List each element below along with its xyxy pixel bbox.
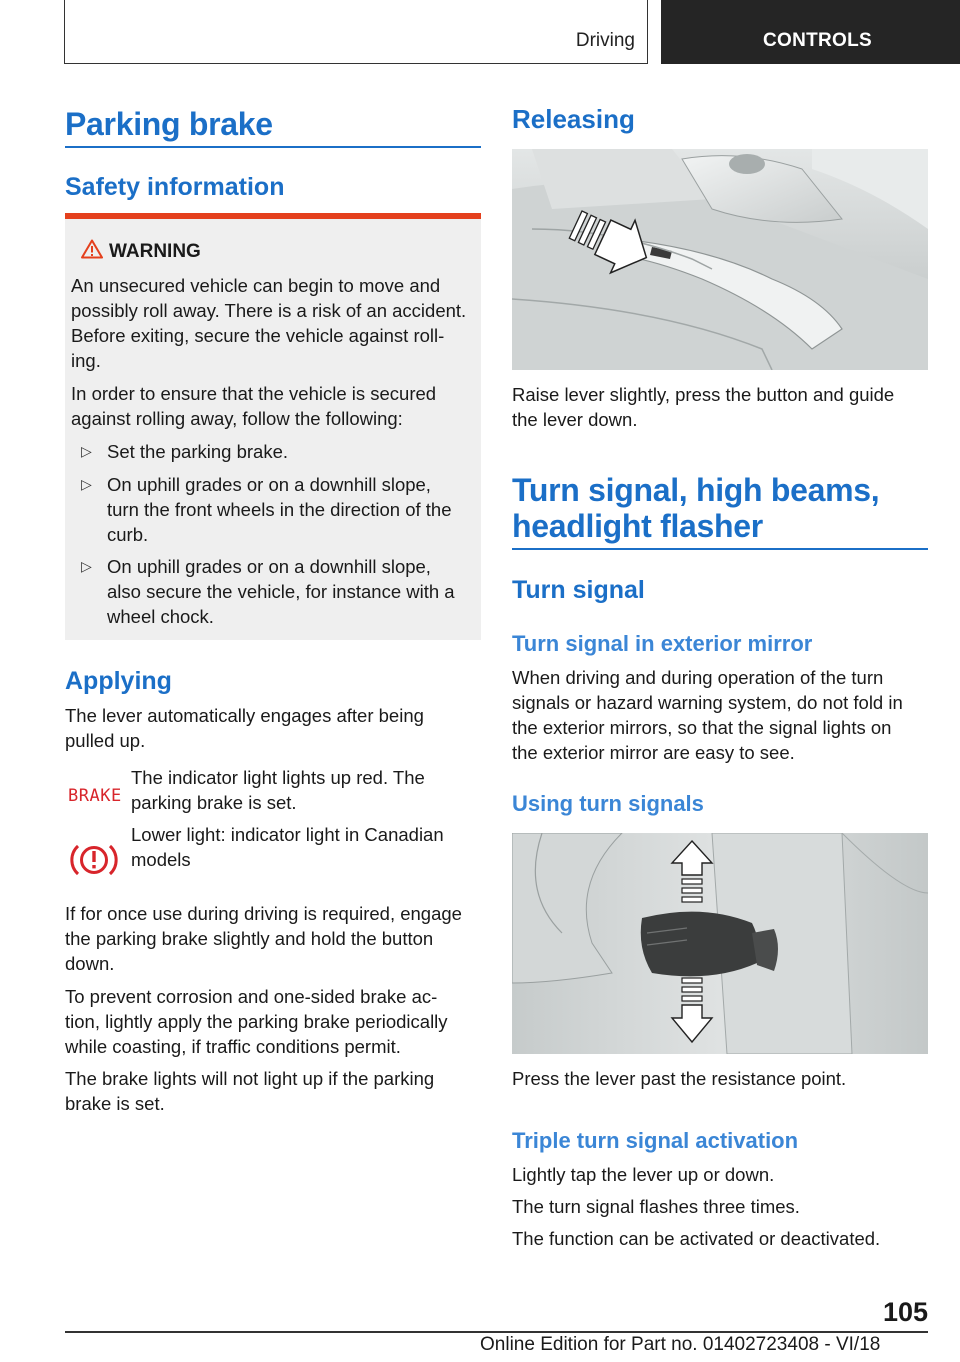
- turn-signal-title-line2: headlight flasher: [512, 508, 763, 544]
- exterior-mirror-line4: the exterior mirror are easy to see.: [512, 742, 795, 763]
- lights-line2: brake is set.: [65, 1093, 165, 1114]
- releasing-heading: Releasing: [512, 104, 635, 134]
- turn-title-rule: [512, 548, 928, 550]
- triple-line2: The turn signal flashes three times.: [512, 1196, 800, 1217]
- releasing-caption-line2: the lever down.: [512, 409, 638, 430]
- exterior-mirror-line3: the exterior mirrors, so that the signal lights on: [512, 717, 892, 738]
- indicator1-line1: The indicator light lights up red. The: [131, 767, 425, 788]
- engage-line1: If for once use during driving is required, engage: [65, 903, 462, 924]
- triangle-bullet-icon: ▷: [81, 476, 92, 492]
- warning-box: WARNING An unsecured vehicle can begin to move and possibly roll away. There is a risk of an accident. Before exiting, secure the vehicle against roll- ing. In order to ensure that the vehicle is secured against rolling away, follow the following: ▷ Set the parking brake. ▷ On uphill grades or on a downhill slope, turn the front wheels in the direction of the curb. ▷ On uphill grades or on a downhill slope, also secure the vehicle, for instance with a wheel chock.: [65, 213, 481, 640]
- canadian-brake-indicator-icon: [70, 840, 118, 880]
- title-rule: [65, 146, 481, 148]
- corrosion-line1: To prevent corrosion and one-sided brake ac-: [65, 986, 438, 1007]
- page-number: 105: [882, 1297, 928, 1327]
- warning-title: WARNING: [109, 241, 201, 262]
- triangle-bullet-icon: ▷: [81, 443, 92, 459]
- chapter-tab[interactable]: [661, 0, 960, 64]
- warning-para1-line3: Before exiting, secure the vehicle against roll-: [71, 325, 445, 346]
- warning-para2-line1: In order to ensure that the vehicle is secured: [71, 383, 437, 404]
- edition-text: Online Edition for Part no. 01402723408 - VI/18: [480, 1334, 881, 1355]
- corrosion-line2: tion, lightly apply the parking brake periodically: [65, 1011, 448, 1032]
- triple-line3: The function can be activated or deactivated.: [512, 1228, 881, 1249]
- engage-line3: down.: [65, 953, 115, 974]
- page-header: [0, 0, 960, 66]
- warning-para2-line2: against rolling away, follow the following:: [71, 408, 403, 429]
- warning-para1-line2: possibly roll away. There is a risk of an accident.: [71, 300, 467, 321]
- page-title: Parking brake: [65, 106, 273, 142]
- using-turn-signals-heading: Using turn signals: [512, 791, 704, 816]
- indicator1-line2: parking brake is set.: [131, 792, 297, 813]
- triple-turn-heading: Triple turn signal activation: [512, 1128, 799, 1153]
- turn-signal-title-line1: Turn signal, high beams,: [512, 472, 880, 508]
- applying-heading: Applying: [65, 667, 172, 695]
- section-label: Driving: [575, 30, 635, 51]
- using-caption: Press the lever past the resistance point.: [512, 1068, 847, 1089]
- warning-triangle-icon: [81, 239, 103, 259]
- applying-line1: The lever automatically engages after being: [65, 705, 424, 726]
- exterior-mirror-line1: When driving and during operation of the turn: [512, 667, 884, 688]
- chapter-label: CONTROLS: [763, 30, 873, 51]
- applying-line2: pulled up.: [65, 730, 146, 751]
- triple-line1: Lightly tap the lever up or down.: [512, 1164, 775, 1185]
- engage-line2: the parking brake slightly and hold the button: [65, 928, 434, 949]
- triangle-bullet-icon: ▷: [81, 558, 92, 574]
- warning-bar: [65, 213, 481, 219]
- indicator2-line2: models: [131, 849, 191, 870]
- warning-para1-line1: An unsecured vehicle can begin to move and: [71, 275, 441, 296]
- parking-brake-lever-image: [512, 149, 928, 370]
- turn-signal-lever-image: [512, 833, 928, 1054]
- exterior-mirror-heading: Turn signal in exterior mirror: [512, 631, 813, 656]
- releasing-caption-line1: Raise lever slightly, press the button and guide: [512, 384, 895, 405]
- section-tab[interactable]: [64, 0, 648, 64]
- exterior-mirror-line2: signals or hazard warning system, do not fold in: [512, 692, 903, 713]
- lights-line1: The brake lights will not light up if the parking: [65, 1068, 435, 1089]
- footer-rule: [65, 1331, 928, 1333]
- turn-signal-heading: Turn signal: [512, 576, 645, 604]
- corrosion-line3: while coasting, if traffic conditions permit.: [65, 1036, 401, 1057]
- indicator2-line1: Lower light: indicator light in Canadian: [131, 824, 444, 845]
- brake-indicator-icon: BRAKE: [68, 786, 122, 806]
- warning-para1-line4: ing.: [71, 350, 101, 371]
- safety-heading: Safety information: [65, 173, 285, 201]
